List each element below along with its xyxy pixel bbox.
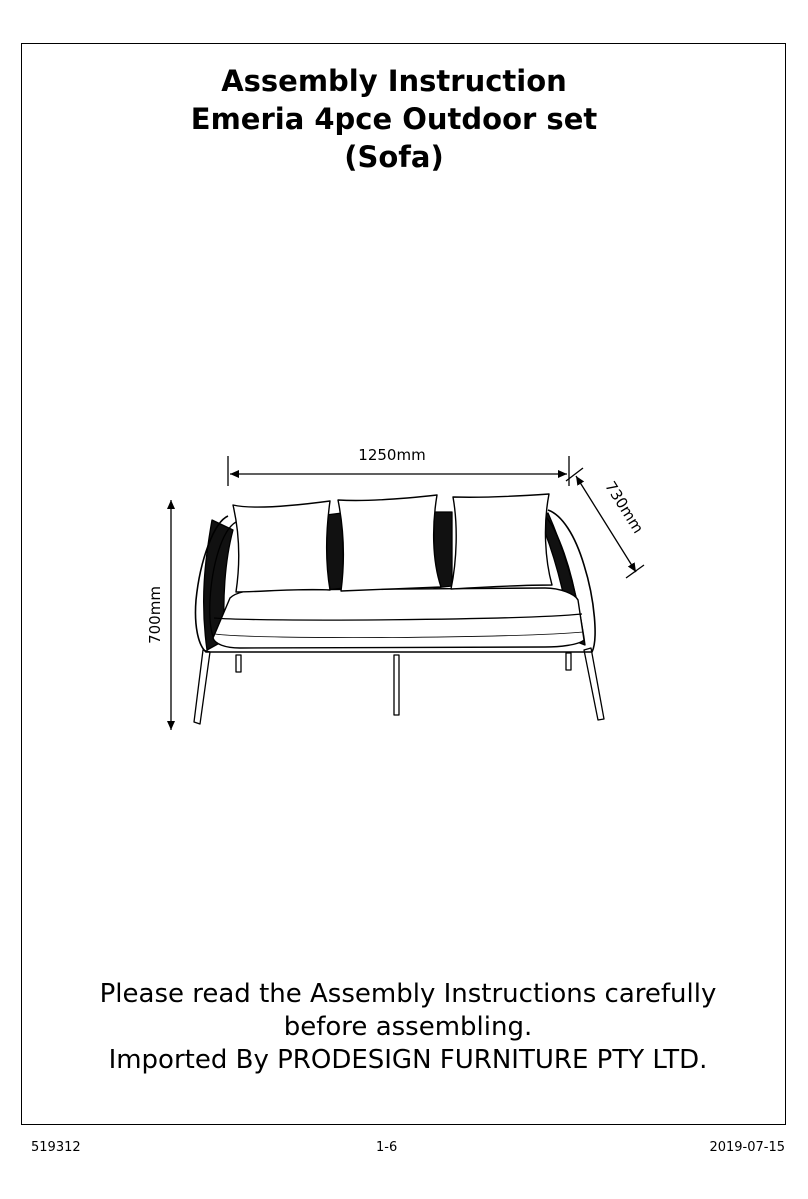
title-line-2: Emeria 4pce Outdoor set [190, 102, 598, 136]
assembly-notice [0, 978, 808, 1077]
depth-label: 730mm [601, 478, 648, 537]
page-number: 1-6 [376, 1140, 398, 1155]
product-code: 519312 [31, 1140, 81, 1155]
sofa-illustration [194, 494, 604, 724]
title-line-1: Assembly Instruction [221, 64, 567, 98]
notice-line-3: Imported By PRODESIGN FURNITURE PTY LTD. [108, 1045, 708, 1075]
title-line-3: (Sofa) [344, 140, 444, 174]
document-date: 2019-07-15 [709, 1140, 785, 1155]
notice-line-1: Please read the Assembly Instructions carefully [99, 979, 717, 1009]
height-label: 700mm [146, 586, 164, 644]
width-label: 1250mm [358, 446, 426, 464]
notice-line-2: before assembling. [283, 1012, 533, 1042]
